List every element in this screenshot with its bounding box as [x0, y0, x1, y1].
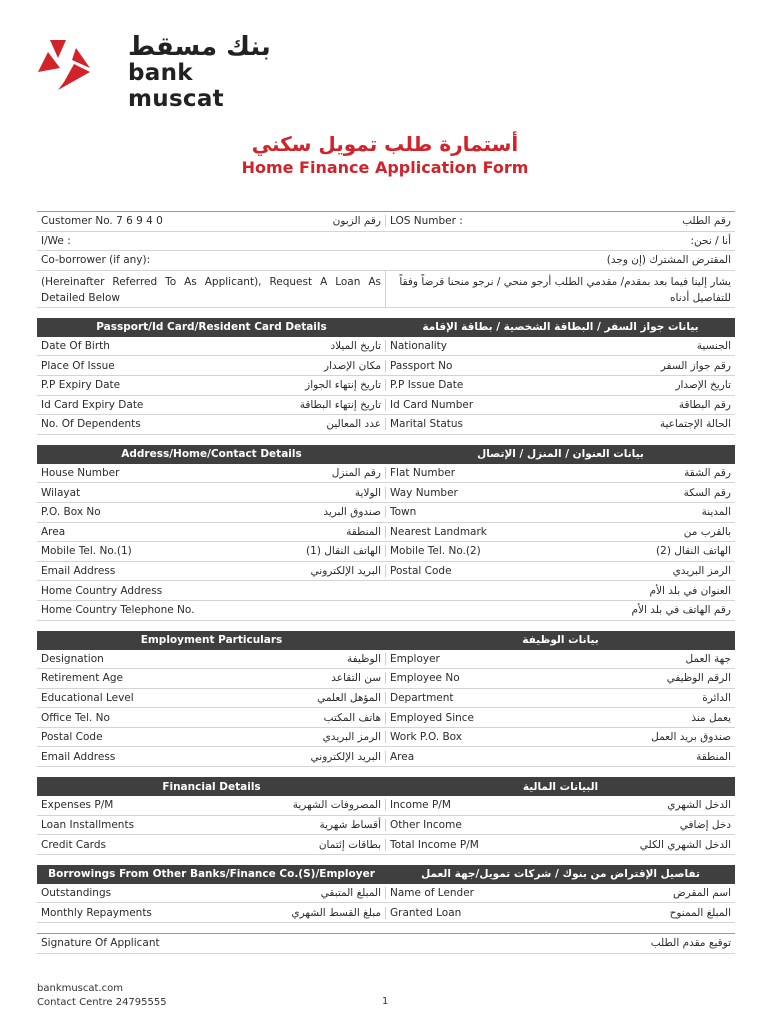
form-row-full[interactable] [37, 601, 735, 621]
financial-section-title: Financial Details [162, 780, 261, 793]
field-label-ar: الدائرة [702, 691, 731, 704]
field-label: Employer [390, 652, 440, 665]
field-label-ar: رقم المنزل [331, 467, 381, 480]
form-field[interactable] [37, 799, 386, 811]
field-label: Work P.O. Box [390, 731, 462, 744]
address-section-title-ar: بيانات العنوان / المنزل / الإتصال [477, 448, 644, 461]
field-label-ar: المدينة [701, 506, 731, 519]
field-label-ar: عدد المعالين [326, 418, 381, 431]
field-label: P.O. Box No [41, 506, 101, 519]
page-number: 1 [382, 996, 389, 1007]
form-row [37, 562, 735, 582]
bank-muscat-emblem-icon [36, 38, 92, 92]
field-label-ar: يعمل منذ [691, 711, 731, 724]
form-row [37, 523, 735, 543]
form-row [37, 650, 735, 670]
passport-fields [37, 337, 735, 435]
form-field[interactable] [386, 467, 735, 479]
field-label: Loan Installments [41, 818, 135, 831]
customer-no-row [37, 212, 735, 232]
field-label-ar: الهاتف النقال (1) [306, 545, 381, 558]
field-label-ar: تاريخ الإصدار [675, 379, 731, 392]
form-row [37, 689, 735, 709]
form-field[interactable] [386, 672, 735, 684]
field-label-ar: الدخل الشهري [667, 799, 731, 812]
form-row [37, 396, 735, 416]
financial-section-title-ar: البيانات المالية [522, 780, 599, 793]
field-label: Email Address [41, 565, 116, 578]
field-label: Office Tel. No [41, 711, 110, 724]
form-field[interactable] [37, 379, 386, 391]
field-label-ar: صندوق بريد العمل [651, 731, 731, 744]
form-row [37, 747, 735, 767]
financial-section-header [37, 777, 735, 796]
field-label-ar: رقم جواز السفر [660, 359, 731, 372]
borrowings-section-title: Borrowings From Other Banks/Finance Co.(S)/Employer [48, 868, 375, 881]
field-label-ar: المؤهل العلمي [317, 691, 381, 704]
customer-no-label[interactable]: Customer No. 7 6 9 4 0 [41, 215, 163, 228]
field-label-ar: الوظيفة [346, 652, 381, 665]
field-label-ar: المبلغ المتبقي [320, 887, 381, 900]
field-label: Department [390, 691, 454, 704]
form-field[interactable] [386, 653, 735, 665]
employment-fields [37, 650, 735, 768]
field-label: Credit Cards [41, 838, 106, 851]
form-field[interactable] [37, 545, 386, 557]
field-label: Place Of Issue [41, 359, 115, 372]
form-row [37, 816, 735, 836]
borrowings-section-title-ar: تفاصيل الإقتراض من بنوك / شركات تمويل/جهة العمل [421, 868, 700, 881]
field-label-ar: الدخل الشهري الكلي [639, 838, 731, 851]
field-label-ar: سن التقاعد [331, 672, 381, 685]
form-field[interactable] [386, 692, 735, 704]
form-field[interactable] [386, 418, 735, 430]
field-label: Employed Since [390, 711, 475, 724]
form-field[interactable] [386, 379, 735, 391]
passport-section-title-ar: بيانات جواز السفر / البطاقة الشخصية / بطاقة الإقامة [422, 321, 699, 334]
field-label: Area [41, 525, 66, 538]
field-label: Designation [41, 652, 104, 665]
field-label: Expenses P/M [41, 799, 114, 812]
field-label: P.P Issue Date [390, 379, 464, 392]
field-label-ar: الرقم الوظيفي [666, 672, 731, 685]
field-label: Retirement Age [41, 672, 123, 685]
field-label-ar: بطاقات إئتمان [318, 838, 381, 851]
form-row [37, 337, 735, 357]
coborrower-label-ar: المقترض المشترك (إن وجد) [606, 254, 731, 267]
applicant-name-row[interactable] [37, 232, 735, 252]
borrowings-fields [37, 884, 735, 923]
field-label-ar: رقم السكة [683, 486, 731, 499]
loan-request-text-ar: يشار إلينا فيما بعد بمقدم/ مقدمي الطلب أرجو منحي / نرجو منحنا قرضاً وفقاً للتفاصيل أدناه [399, 275, 731, 304]
address-home-country-fields [37, 581, 735, 620]
field-label-ar: العنوان في بلد الأم [649, 584, 731, 597]
form-field[interactable] [386, 799, 735, 811]
financial-fields [37, 796, 735, 855]
field-label: Home Country Telephone No. [41, 604, 195, 617]
field-label-ar: رقم الهاتف في بلد الأم [631, 604, 731, 617]
form-field[interactable] [37, 839, 386, 851]
form-row [37, 669, 735, 689]
field-label-ar: بالقرب من [683, 525, 731, 538]
employment-section-title-ar: بيانات الوظيفة [522, 634, 599, 646]
form-row [37, 376, 735, 396]
footer-website[interactable]: bankmuscat.com [37, 983, 123, 994]
field-label: Employee No [390, 672, 460, 685]
form-field[interactable] [386, 731, 735, 743]
form-field[interactable] [37, 653, 386, 665]
los-number-label[interactable]: LOS Number : [390, 215, 463, 228]
field-label-ar: تاريخ إنتهاء الجواز [305, 379, 381, 392]
form-field[interactable] [386, 887, 735, 899]
field-label-ar: أقساط شهرية [319, 818, 381, 831]
field-label: P.P Expiry Date [41, 379, 121, 392]
signature-row[interactable] [37, 934, 735, 954]
field-label-ar: الهاتف النقال (2) [656, 545, 731, 558]
borrowings-section-header [37, 865, 735, 884]
form-field[interactable] [37, 672, 386, 684]
loan-request-row [37, 271, 735, 308]
field-label: Town [390, 506, 417, 519]
form-row [37, 728, 735, 748]
form-field[interactable] [37, 467, 386, 479]
field-label-ar: تاريخ الميلاد [330, 340, 381, 353]
field-label-ar: المنطقة [346, 525, 381, 538]
field-label: Income P/M [390, 799, 451, 812]
field-label: Educational Level [41, 691, 134, 704]
loan-request-text: (Hereinafter Referred To As Applicant), Request A Loan As Detailed Below [41, 275, 381, 304]
form-row [37, 542, 735, 562]
form-field[interactable] [386, 487, 735, 499]
form-row [37, 884, 735, 904]
field-label: Area [390, 750, 415, 763]
field-label-ar: رقم البطاقة [678, 398, 731, 411]
field-label-ar: صندوق البريد [323, 506, 381, 519]
field-label: Marital Status [390, 418, 463, 431]
form-field[interactable] [37, 399, 386, 411]
field-label-ar: مكان الإصدار [324, 359, 381, 372]
form-row [37, 356, 735, 376]
field-label-ar: دخل إضافي [679, 818, 731, 831]
form-field[interactable] [37, 751, 386, 763]
employment-section-header [37, 631, 735, 650]
form-field[interactable] [37, 731, 386, 743]
field-label: Monthly Repayments [41, 906, 152, 919]
field-label-ar: المبلغ الممنوح [669, 906, 731, 919]
brand-name-en: bank muscat [128, 60, 224, 112]
field-label: No. Of Dependents [41, 418, 141, 431]
field-label-ar: هاتف المكتب [323, 711, 381, 724]
field-label: House Number [41, 467, 120, 480]
form-field[interactable] [37, 487, 386, 499]
form-field[interactable] [37, 340, 386, 352]
form-field[interactable] [37, 360, 386, 372]
form-field[interactable] [37, 712, 386, 724]
field-label: Way Number [390, 486, 458, 499]
field-label: Id Card Expiry Date [41, 398, 144, 411]
passport-section-header [37, 318, 735, 337]
form-field[interactable] [386, 839, 735, 851]
form-row [37, 903, 735, 923]
form-field[interactable] [386, 907, 735, 919]
field-label: Id Card Number [390, 398, 474, 411]
form-field[interactable] [37, 506, 386, 518]
form-row [37, 483, 735, 503]
field-label: Total Income P/M [390, 838, 479, 851]
address-section-title: Address/Home/Contact Details [121, 448, 302, 461]
address-fields [37, 464, 735, 582]
passport-section-title: Passport/Id Card/Resident Card Details [96, 321, 327, 334]
form-field[interactable] [386, 819, 735, 831]
coborrower-label: Co-borrower (if any): [41, 254, 151, 267]
footer [37, 982, 167, 1010]
form-row [37, 503, 735, 523]
form-row-full[interactable] [37, 581, 735, 601]
form-row [37, 464, 735, 484]
coborrower-row[interactable] [37, 251, 735, 271]
field-label: Granted Loan [390, 906, 462, 919]
field-label-ar: الحالة الإجتماعية [659, 418, 731, 431]
form-field[interactable] [386, 712, 735, 724]
field-label: Nearest Landmark [390, 525, 487, 538]
field-label: Mobile Tel. No.(1) [41, 545, 132, 558]
signature-label: Signature Of Applicant [41, 937, 160, 950]
field-label: Wilayat [41, 486, 81, 499]
form-field[interactable] [37, 907, 386, 919]
field-label: Home Country Address [41, 584, 163, 597]
form-field[interactable] [37, 526, 386, 538]
field-label: Mobile Tel. No.(2) [390, 545, 481, 558]
field-label-ar: البريد الإلكتروني [310, 750, 381, 763]
address-section-header [37, 445, 735, 464]
form-row [37, 796, 735, 816]
form-title-en: Home Finance Application Form [241, 158, 529, 177]
field-label-ar: الولاية [354, 486, 381, 499]
form-field[interactable] [37, 819, 386, 831]
field-label-ar: تاريخ إنتهاء البطاقة [299, 398, 381, 411]
field-label-ar: المصروفات الشهرية [292, 799, 381, 812]
form-field[interactable] [386, 751, 735, 763]
customer-no-label-ar: رقم الزبون [332, 215, 381, 228]
form-row [37, 415, 735, 435]
employment-section-title: Employment Particulars [140, 634, 283, 646]
bank-logo [36, 30, 276, 112]
field-label-ar: البريد الإلكتروني [310, 565, 381, 578]
field-label: Name of Lender [390, 887, 474, 900]
form-field[interactable] [386, 506, 735, 518]
form-field[interactable] [386, 565, 735, 577]
form-field[interactable] [37, 692, 386, 704]
applicant-name-label: I/We : [41, 234, 71, 247]
form-field[interactable] [386, 340, 735, 352]
los-number-label-ar: رقم الطلب [682, 215, 731, 228]
field-label: Email Address [41, 750, 116, 763]
form-field[interactable] [386, 526, 735, 538]
form-row [37, 708, 735, 728]
form-field[interactable] [37, 565, 386, 577]
form-field[interactable] [37, 887, 386, 899]
field-label: Date Of Birth [41, 340, 110, 353]
field-label-ar: الرمز البريدي [322, 731, 381, 744]
field-label-ar: مبلغ القسط الشهري [291, 906, 381, 919]
form-title-ar: أستمارة طلب تمويل سكني [251, 132, 519, 156]
field-label: Nationality [390, 340, 448, 353]
field-label-ar: الرمز البريدي [672, 565, 731, 578]
field-label-ar: جهة العمل [685, 652, 731, 665]
applicant-name-label-ar: أنا / نحن: [690, 234, 731, 247]
form-row [37, 835, 735, 855]
field-label-ar: المنطقة [696, 750, 731, 763]
form-field[interactable] [386, 360, 735, 372]
field-label: Other Income [390, 818, 462, 831]
field-label: Passport No [390, 359, 453, 372]
form-field[interactable] [386, 399, 735, 411]
form-field[interactable] [37, 418, 386, 430]
field-label: Flat Number [390, 467, 456, 480]
signature-label-ar: توقيع مقدم الطلب [650, 937, 731, 950]
field-label: Postal Code [390, 565, 452, 578]
application-form [37, 211, 735, 954]
field-label-ar: الجنسية [696, 340, 731, 353]
field-label-ar: اسم المقرض [672, 887, 731, 900]
field-label: Outstandings [41, 887, 112, 900]
form-field[interactable] [386, 545, 735, 557]
brand-name-ar: بنك مسقط [128, 32, 271, 62]
field-label-ar: رقم الشقة [684, 467, 731, 480]
footer-contact: Contact Centre 24795555 [37, 997, 167, 1008]
field-label: Postal Code [41, 731, 103, 744]
